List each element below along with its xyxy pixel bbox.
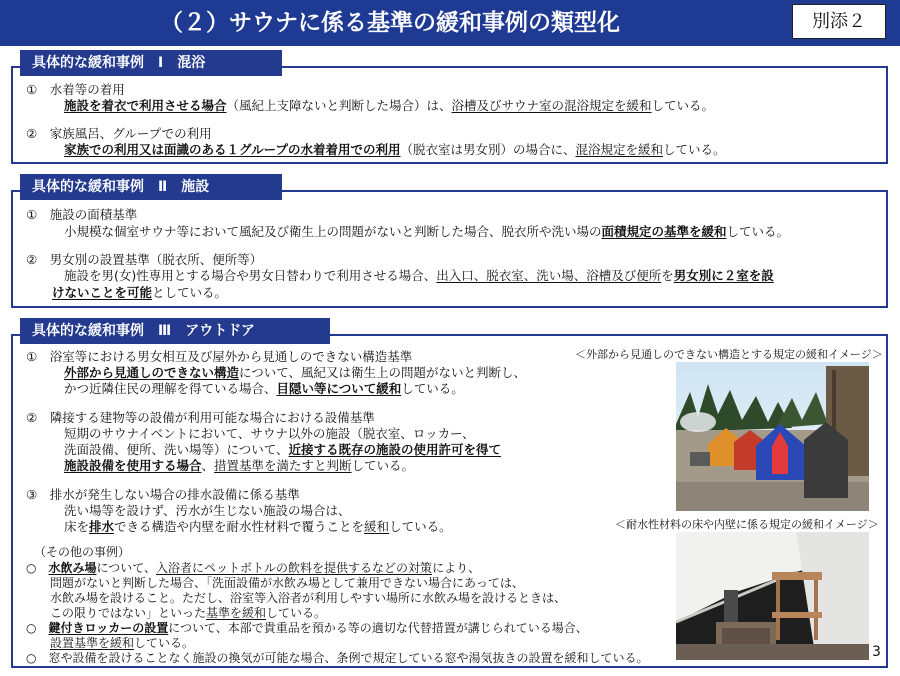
s3-item-2-line1: 短期のサウナイベントにおいて、サウナ以外の施設（脱衣室、ロッカー、: [64, 426, 475, 441]
s3-item-3-line1: 洗い場等を設けず、汚水が生じない施設の場合は、: [64, 503, 351, 518]
photo-2-caption: ＜耐水性材料の床や内壁に係る規定の緩和イメージ＞: [615, 518, 879, 531]
s3-item-2-line3: 施設設備を使用する場合、措置基準を満たすと判断している。: [64, 458, 415, 473]
s1-item-2-title: ② 家族風呂、グループでの利用: [26, 126, 212, 141]
s1-item-2-desc: 家族での利用又は面識のある１グループの水着着用での利用（脱衣室は男女別）の場合に、混浴規定を緩和している。: [64, 142, 726, 157]
photo-1-caption: ＜外部から見通しのできない構造とする規定の緩和イメージ＞: [575, 348, 883, 361]
other-1-line4: この限りではない」といった基準を緩和している。: [50, 606, 327, 620]
other-examples-heading: （その他の事例）: [34, 545, 131, 559]
s3-item-2-line2: 洗面設備、便所、洗い場等）について、近接する既存の施設の使用許可を得て: [64, 442, 502, 457]
section-3-tab: 具体的な緩和事例 Ⅲ アウトドア: [20, 318, 330, 344]
other-1-line1: ○ 水飲み場について、入浴者にペットボトルの飲料を提供するなどの対策により、: [26, 561, 481, 575]
other-2-line1: ○ 鍵付きロッカーの設置について、本部で貴重品を預かる等の適切な代替措置が講じられている場合、: [26, 621, 588, 635]
page-title: （２）サウナに係る基準の緩和事例の類型化: [160, 10, 620, 36]
attachment-label: 別添２: [792, 4, 886, 39]
s1-item-1-desc: 施設を着衣で利用させる場合（風紀上支障ないと判断した場合）は、浴槽及びサウナ室の混浴規定を緩和している。: [64, 98, 715, 113]
s3-item-3-line2: 床を排水できる構造や内壁を耐水性材料で覆うことを緩和している。: [64, 519, 452, 534]
outdoor-sauna-tents-photo: [676, 362, 869, 511]
section-1-tab: 具体的な緩和事例 Ⅰ 混浴: [20, 50, 282, 76]
s2-item-1-desc: 小規模な個室サウナ等において風紀及び衛生上の問題がないと判断した場合、脱衣所や洗い場の面積規定の基準を緩和している。: [64, 224, 790, 239]
s3-item-1-line1: 外部から見通しのできない構造について、風紀又は衛生上の問題がないと判断し、: [64, 365, 527, 380]
s3-item-1-line2: かつ近隣住民の理解を得ている場合、目隠い等について緩和している。: [64, 381, 464, 396]
s3-item-2-title: ② 隣接する建物等の設備が利用可能な場合における設備基準: [26, 410, 375, 425]
s1-item-1-title: ① 水着等の着用: [26, 82, 125, 97]
page-number: 3: [872, 644, 881, 660]
section-2-tab: 具体的な緩和事例 Ⅱ 施設: [20, 174, 282, 200]
other-1-line2: 問題がないと判断した場合、「洗面設備が水飲み場として兼用できない場合にあっては、: [50, 576, 524, 590]
other-1-line3: 水飲み場を設けること。ただし、浴室等入浴者が利用しやすい場所に水飲み場を設けるときは、: [50, 591, 567, 605]
tent-interior-photo: [676, 532, 869, 660]
s3-item-3-title: ③ 排水が発生しない場合の排水設備に係る基準: [26, 487, 300, 502]
s2-item-2-desc-line1: 施設を男(女)性専用とする場合や男女日替わりで利用させる場合、出入口、脱衣室、洗い場、浴槽及び便所を男女別に２室を設: [64, 268, 774, 283]
other-2-line2: 設置基準を緩和している。: [50, 636, 195, 650]
other-3-line1: ○ 窓や設備を設けることなく施設の換気が可能な場合、条例で規定している窓や湯気抜きの設置を緩和している。: [26, 651, 649, 665]
s3-item-1-title: ① 浴室等における男女相互及び屋外から見通しのできない構造基準: [26, 349, 413, 364]
s2-item-2-desc-line2: けないことを可能としている。: [52, 285, 228, 300]
s2-item-1-title: ① 施設の面積基準: [26, 207, 138, 222]
s2-item-2-title: ② 男女別の設置基準（脱衣所、便所等）: [26, 252, 263, 267]
